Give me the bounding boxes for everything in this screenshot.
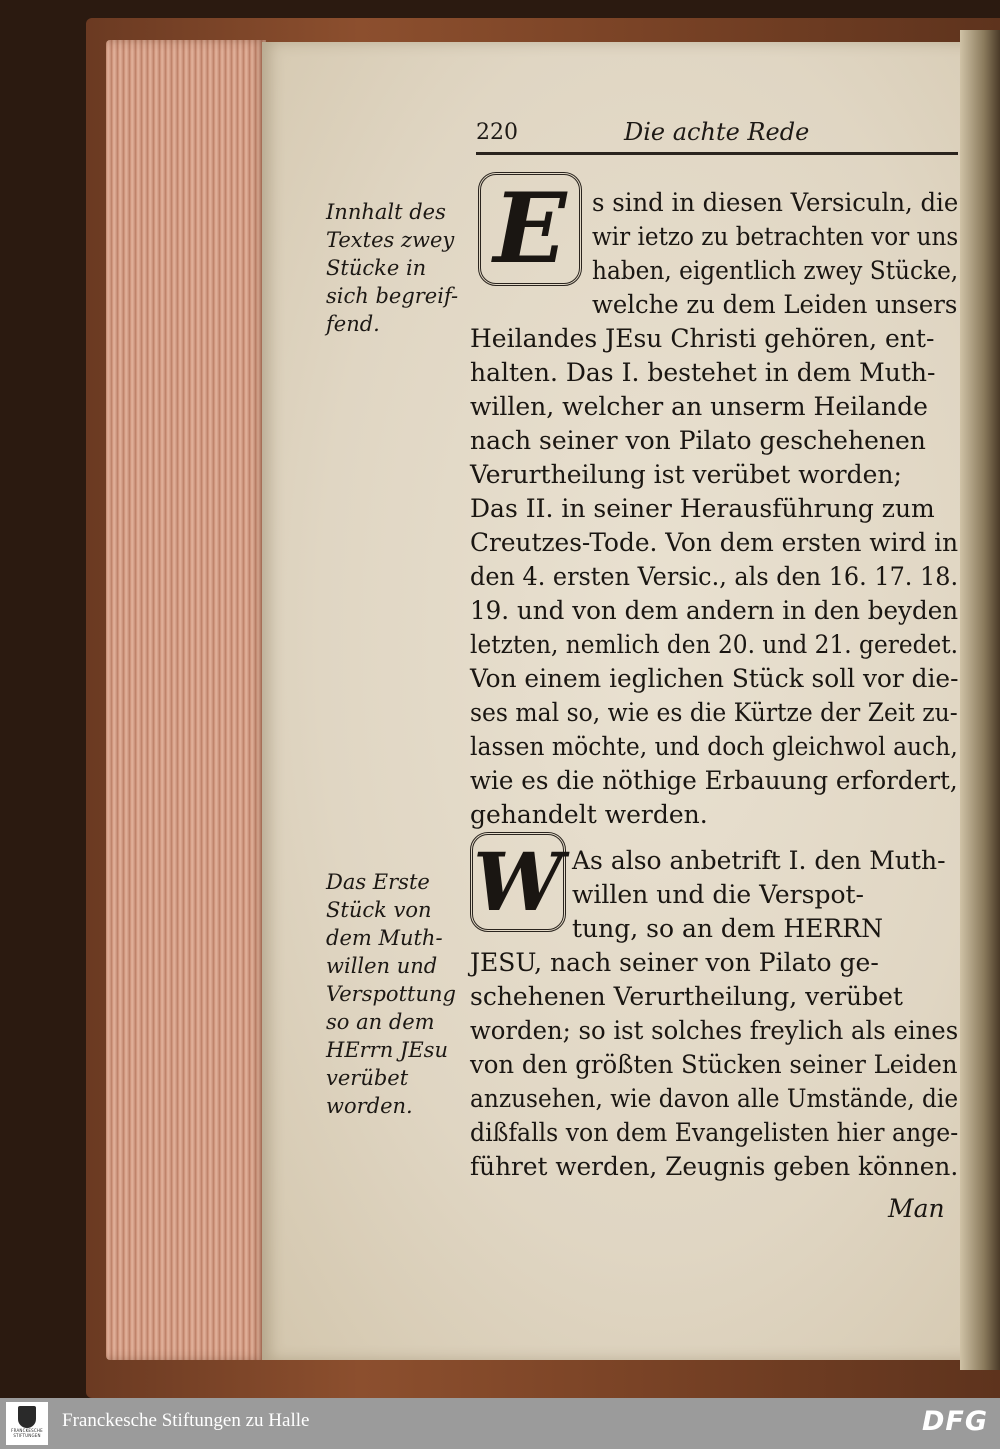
margin-note-line: fend. — [326, 312, 380, 336]
text-line: lassen möchte, und doch gleichwol auch, — [470, 732, 958, 761]
text-line: Verurtheilung ist verübet worden; — [470, 460, 902, 489]
text-line: worden; so ist solches freylich als eines — [470, 1016, 959, 1045]
decorated-initial: W — [470, 832, 566, 932]
logo-text: FRANCKESCHE STIFTUNGEN — [11, 1428, 43, 1438]
decorated-initial: E — [478, 172, 582, 286]
text-line: dißfalls von dem Evangelisten hier ange- — [470, 1118, 959, 1147]
text-line: wie es die nöthige Erbauung erfordert, — [470, 766, 958, 795]
margin-note-line: willen und — [326, 954, 438, 978]
text-line: anzusehen, wie davon alle Umstände, die — [470, 1084, 959, 1113]
text-line: schehenen Verurtheilung, verübet — [470, 982, 903, 1011]
text-line: Das II. in seiner Herausführung zum — [470, 494, 935, 523]
text-line: wir ietzo zu betrachten vor uns — [592, 222, 959, 251]
margin-note-line: Stück von — [326, 898, 432, 922]
viewer-footer — [0, 1398, 1000, 1449]
text-line: welche zu dem Leiden unsers — [592, 290, 958, 319]
text-line: Heilandes JEsu Christi gehören, ent- — [470, 324, 935, 353]
running-title: Die achte Rede — [624, 118, 810, 146]
margin-note-line: Verspottung — [326, 982, 456, 1006]
text-line: halten. Das I. bestehet in dem Muth- — [470, 358, 936, 387]
margin-note-line: HErrn JEsu — [326, 1038, 448, 1062]
text-line: ses mal so, wie es die Kürtze der Zeit zu- — [470, 698, 958, 727]
text-line: As also anbetrift I. den Muth- — [572, 846, 946, 875]
page-header — [476, 116, 958, 156]
text-line: Von einem ieglichen Stück soll vor die- — [470, 664, 959, 693]
margin-note-line: Stücke in — [326, 256, 427, 280]
page-number: 220 — [476, 120, 518, 145]
text-line: den 4. ersten Versic., als den 16. 17. 18. — [470, 562, 959, 591]
text-line: s sind in diesen Versiculn, die — [592, 188, 959, 217]
margin-note-line: so an dem — [326, 1010, 435, 1034]
catchword: Man — [888, 1194, 945, 1223]
margin-note-contents — [326, 198, 458, 338]
institution-logo — [6, 1402, 48, 1445]
margin-note-line: Textes zwey — [326, 228, 455, 252]
dfg-logo: DFG — [921, 1406, 988, 1437]
text-line: gehandelt werden. — [470, 800, 708, 829]
institution-name: Franckesche Stiftungen zu Halle — [62, 1410, 310, 1431]
margin-note-line: Innhalt des — [326, 200, 446, 224]
margin-note-line: worden. — [326, 1094, 413, 1118]
text-line: 19. und von dem andern in den beyden — [470, 596, 959, 625]
text-line: von den größten Stücken seiner Leiden — [470, 1050, 958, 1079]
book-gutter — [960, 30, 1000, 1370]
text-line: letzten, nemlich den 20. und 21. geredet. — [470, 630, 959, 659]
header-rule — [476, 152, 958, 155]
text-line: Creutzes-Tode. Von dem ersten wird in — [470, 528, 959, 557]
margin-note-line: sich begreif- — [326, 284, 459, 308]
text-line: willen, welcher an unserm Heilande — [470, 392, 928, 421]
margin-note-line: Das Erste — [326, 870, 430, 894]
crest-icon — [18, 1406, 36, 1428]
text-line: nach seiner von Pilato geschehenen — [470, 426, 926, 455]
margin-note-line: verübet — [326, 1066, 409, 1090]
margin-note-first-part — [326, 868, 456, 1120]
text-line: führet werden, Zeugnis geben können. — [470, 1152, 959, 1181]
text-line: tung, so an dem HERRN — [572, 914, 883, 943]
page-edges — [106, 40, 266, 1360]
text-line: JESU, nach seiner von Pilato ge- — [470, 948, 879, 977]
text-line: haben, eigentlich zwey Stücke, — [592, 256, 959, 285]
margin-note-line: dem Muth- — [326, 926, 443, 950]
text-line: willen und die Verspot- — [572, 880, 865, 909]
